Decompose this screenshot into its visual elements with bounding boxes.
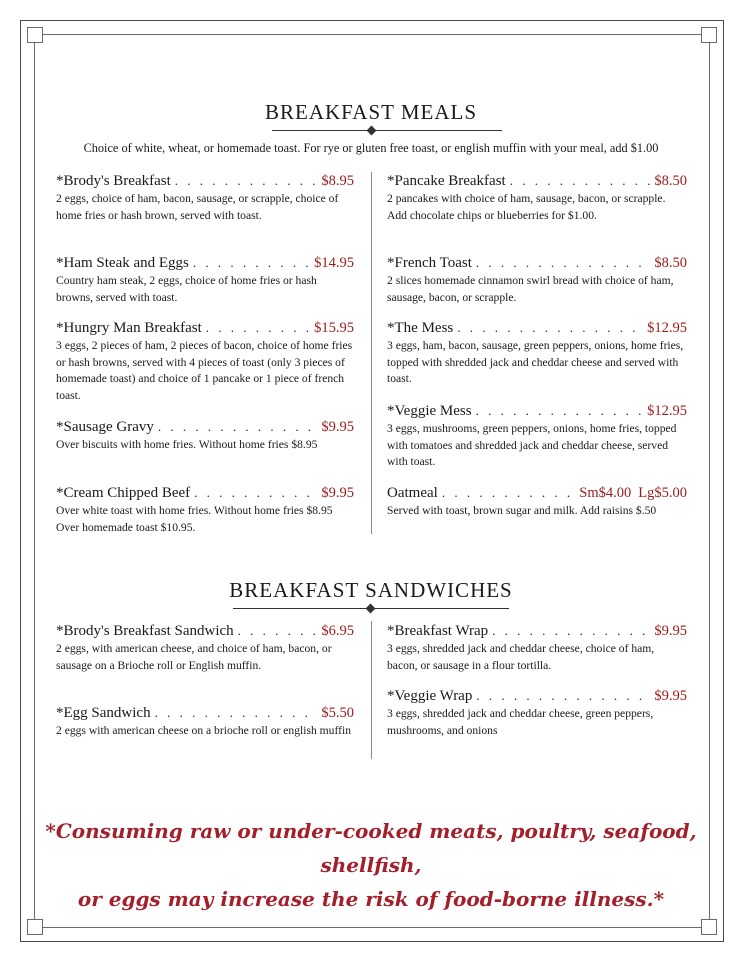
item-name: *Egg Sandwich <box>56 705 151 721</box>
item-price: $15.95 <box>314 320 354 336</box>
item-price: $8.95 <box>321 173 354 189</box>
column-divider <box>371 172 372 534</box>
dot-leader <box>510 172 651 189</box>
inner-border <box>34 34 710 928</box>
health-warning <box>0 814 742 916</box>
item-name: *Ham Steak and Eggs <box>56 255 189 271</box>
item-name: *Pancake Breakfast <box>387 173 506 189</box>
menu-item <box>387 172 687 224</box>
item-name: *Brody's Breakfast Sandwich <box>56 623 234 639</box>
corner-ornament <box>701 919 717 935</box>
corner-ornament <box>701 27 717 43</box>
item-name: *French Toast <box>387 255 472 271</box>
menu-item <box>387 254 687 306</box>
item-description: Over biscuits with home fries. Without home fries $8.95 <box>56 438 318 451</box>
item-name: *Sausage Gravy <box>56 419 154 435</box>
section-title-sandwiches: BREAKFAST SANDWICHES <box>229 578 513 602</box>
dot-leader <box>193 254 310 271</box>
item-price: $12.95 <box>647 403 687 419</box>
menu-item <box>56 254 354 306</box>
item-description: Over white toast with home fries. Without home fries $8.95 Over homemade toast $10.95. <box>56 504 333 534</box>
menu-item <box>387 402 687 471</box>
dot-leader <box>476 687 650 704</box>
item-price: $9.95 <box>321 419 354 435</box>
section-title-meals: BREAKFAST MEALS <box>264 100 477 124</box>
dot-leader <box>476 254 650 271</box>
dot-leader <box>442 484 575 501</box>
item-description: 2 pancakes with choice of ham, sausage, bacon, or scrapple. Add chocolate chips or blueberries for $1.00. <box>387 192 666 222</box>
item-price: $9.95 <box>654 688 687 704</box>
health-warning-line-2: or eggs may increase the risk of food-borne illness.* <box>77 887 665 911</box>
item-description: 2 eggs, choice of ham, bacon, sausage, or scrapple, choice of home fries or hash brown, served with toast. <box>56 192 339 222</box>
item-name: *Veggie Mess <box>387 403 472 419</box>
item-price: $14.95 <box>314 255 354 271</box>
menu-item <box>56 484 354 536</box>
title-rule <box>272 130 502 131</box>
item-name: Oatmeal <box>387 485 438 501</box>
dot-leader <box>476 402 644 419</box>
item-description: 3 eggs, shredded jack and cheddar cheese, choice of ham, bacon, or sausage in a flour tortilla. <box>387 642 655 672</box>
dot-leader <box>194 484 317 501</box>
dot-leader <box>492 622 650 639</box>
menu-item <box>387 319 687 388</box>
menu-item <box>56 172 354 224</box>
item-name: *Breakfast Wrap <box>387 623 489 639</box>
item-name: *Brody's Breakfast <box>56 173 171 189</box>
item-description: 2 eggs, with american cheese, and choice of ham, bacon, or sausage on a Brioche roll or English muffin. <box>56 642 332 672</box>
item-price: $5.50 <box>321 705 354 721</box>
dot-leader <box>206 319 310 336</box>
item-name: *The Mess <box>387 320 454 336</box>
item-name: *Hungry Man Breakfast <box>56 320 202 336</box>
dot-leader <box>175 172 318 189</box>
item-description: 2 slices homemade cinnamon swirl bread with choice of ham, sausage, bacon, or scrapple. <box>387 274 674 304</box>
item-price: $8.50 <box>654 173 687 189</box>
item-description: 2 eggs with american cheese on a brioche roll or english muffin <box>56 724 352 737</box>
item-price: $6.95 <box>321 623 354 639</box>
item-price: $9.95 <box>321 485 354 501</box>
item-name: *Cream Chipped Beef <box>56 485 191 501</box>
menu-item <box>56 319 354 404</box>
menu-item <box>56 622 354 674</box>
item-description: 3 eggs, ham, bacon, sausage, green peppers, onions, home fries, topped with shredded jack and cheddar cheese and served with toast. <box>387 339 684 385</box>
item-description: 3 eggs, 2 pieces of ham, 2 pieces of bacon, choice of home fries or hash browns, served with 4 pieces of toast (only 3 pieces of homemade toast) and choice of 1 pancake or 1 piece of french toast. <box>56 339 353 402</box>
menu-item <box>56 418 354 454</box>
item-description: Served with toast, brown sugar and milk. Add raisins $.50 <box>387 504 657 517</box>
item-price: $9.95 <box>654 623 687 639</box>
health-warning-line-1: *Consuming raw or under-cooked meats, poultry, seafood, shellfish, <box>45 819 697 877</box>
dot-leader <box>457 319 643 336</box>
dot-leader <box>238 622 318 639</box>
corner-ornament <box>27 919 43 935</box>
dot-leader <box>155 704 318 721</box>
item-price: $8.50 <box>654 255 687 271</box>
meals-subtitle: Choice of white, wheat, or homemade toast. For rye or gluten free toast, or english muffin with your meal, add $1.00 <box>83 141 659 155</box>
item-price-small: Sm$4.00 <box>579 485 632 501</box>
corner-ornament <box>27 27 43 43</box>
column-divider <box>371 621 372 759</box>
menu-item <box>387 484 687 520</box>
menu-item <box>56 704 354 740</box>
item-name: *Veggie Wrap <box>387 688 473 704</box>
menu-item <box>387 687 687 739</box>
menu-item <box>387 622 687 674</box>
item-price-large: Lg$5.00 <box>638 485 687 501</box>
item-description: Country ham steak, 2 eggs, choice of home fries or hash browns, served with toast. <box>56 274 317 304</box>
item-price: $12.95 <box>647 320 687 336</box>
item-description: 3 eggs, shredded jack and cheddar cheese, green peppers, mushrooms, and onions <box>387 707 654 737</box>
dot-leader <box>158 418 317 435</box>
item-description: 3 eggs, mushrooms, green peppers, onions, home fries, topped with tomatoes and shredded jack and cheddar cheese, served with toast. <box>387 422 677 468</box>
